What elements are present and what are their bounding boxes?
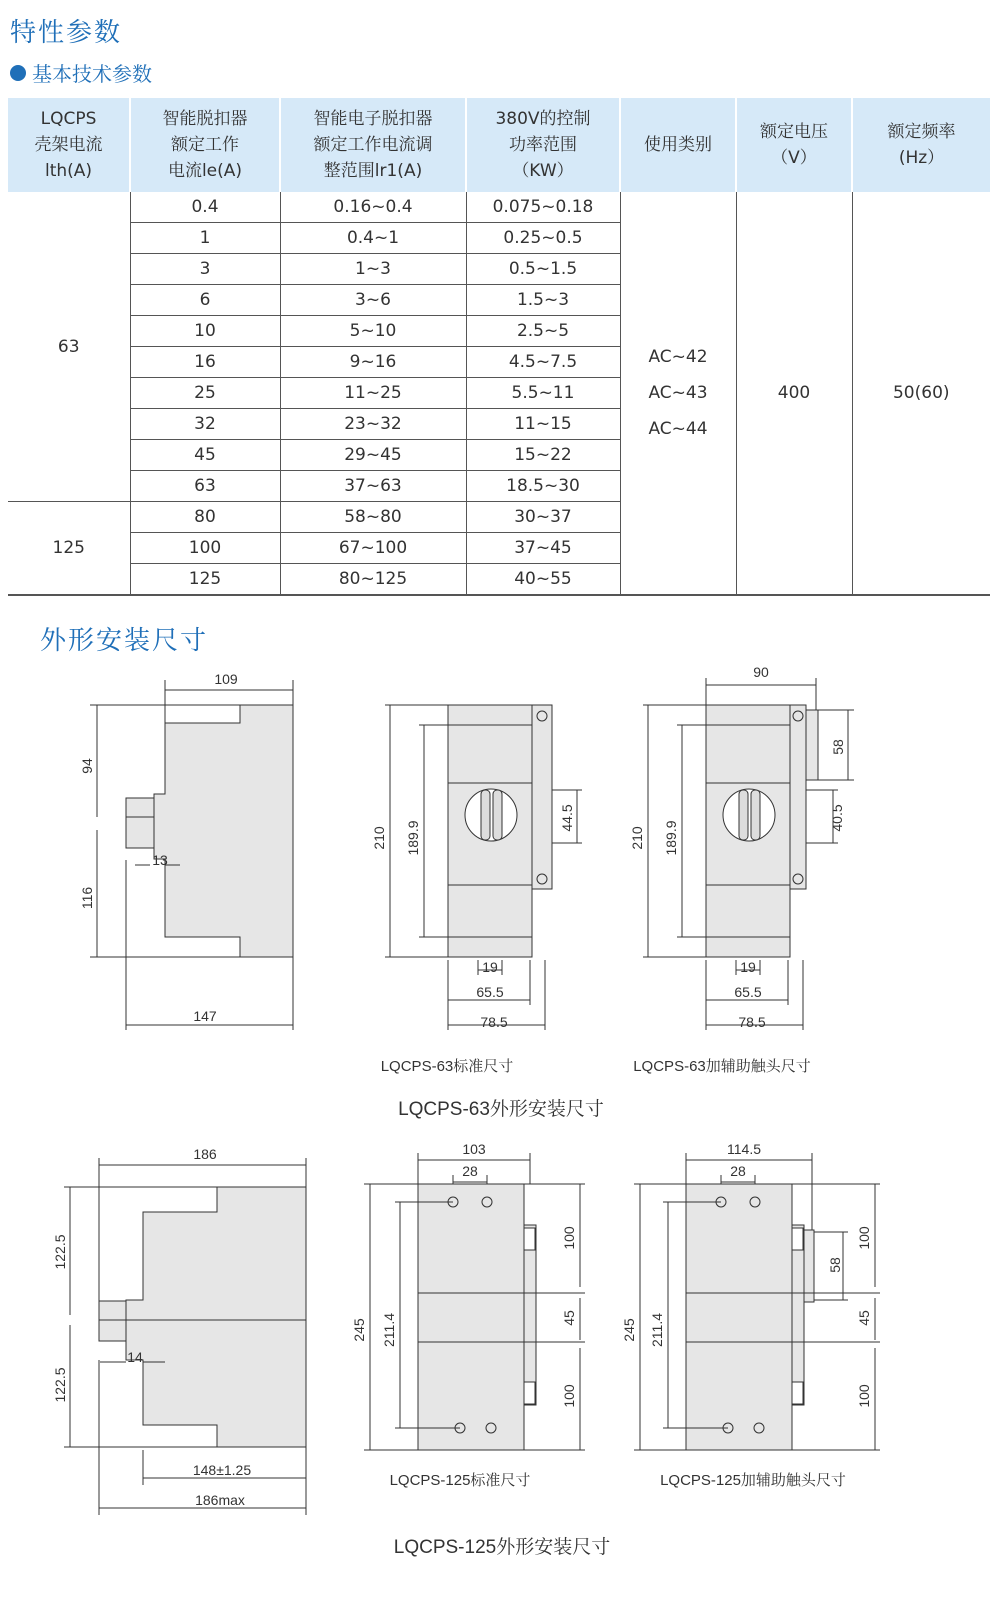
section-title: 特性参数 — [10, 18, 123, 48]
table-row: 3 1~3 0.5~1.5 — [8, 254, 990, 285]
spec-table — [8, 98, 990, 596]
table-row: 16 9~16 4.5~7.5 — [8, 347, 990, 378]
caption: LQCPS-125标准尺寸 — [389, 1472, 531, 1489]
dim-label: 13 — [152, 852, 168, 868]
dim-label: 100 — [856, 1384, 872, 1408]
bullet-dot-icon — [10, 65, 26, 81]
dim-label: 44.5 — [559, 804, 575, 832]
table-row: 25 11~25 5.5~11 — [8, 378, 990, 409]
s125-aux-view — [634, 1153, 880, 1450]
table-row: 45 29~45 15~22 — [8, 440, 990, 471]
dim-label: 186max — [195, 1492, 245, 1508]
s125-std-view — [364, 1153, 585, 1450]
table-row: 6 3~6 1.5~3 — [8, 285, 990, 316]
dim-label: 100 — [561, 1226, 577, 1250]
caption: LQCPS-63加辅助触头尺寸 — [633, 1058, 811, 1075]
table-row — [8, 192, 990, 223]
header-frequency: 额定频率 (Hz） — [852, 98, 990, 192]
table-row: 1 0.4~1 0.25~0.5 — [8, 223, 990, 254]
subsection-title — [10, 58, 152, 87]
table-row: 32 23~32 11~15 — [8, 409, 990, 440]
frame-125-cell: 125 — [8, 502, 130, 596]
header-rated-current: 智能脱扣器 额定工作 电流le(A) — [130, 98, 280, 192]
s63-title: LQCPS-63外形安装尺寸 — [398, 1099, 604, 1120]
s125-side-view — [64, 1158, 306, 1515]
dim-label: 58 — [827, 1257, 843, 1273]
cell-kw: 0.075~0.18 — [466, 192, 620, 223]
s125-title: LQCPS-125外形安装尺寸 — [393, 1537, 611, 1558]
s63-side-view — [90, 680, 293, 1030]
dim-label: 147 — [193, 1008, 217, 1024]
header-category: 使用类别 — [620, 98, 736, 192]
dim-label: 40.5 — [829, 804, 845, 832]
category-cell: AC~42 AC~43 AC~44 — [620, 192, 736, 595]
dim-label: 100 — [856, 1226, 872, 1250]
dim-label: 245 — [621, 1318, 637, 1342]
s63-std-view — [385, 705, 582, 1030]
voltage-cell: 400 — [736, 192, 852, 595]
dim-label: 186 — [193, 1146, 217, 1162]
dim-label: 122.5 — [52, 1234, 68, 1270]
dim-label: 189.9 — [663, 820, 679, 856]
dim-label: 65.5 — [476, 984, 504, 1000]
dim-label: 103 — [462, 1141, 486, 1157]
dim-label: 148±1.25 — [192, 1462, 252, 1478]
dim-label: 211.4 — [649, 1313, 665, 1347]
dim-label: 45 — [561, 1310, 577, 1326]
dim-label: 116 — [79, 886, 95, 910]
dim-label: 14 — [127, 1349, 143, 1365]
dim-label: 211.4 — [381, 1313, 397, 1347]
dim-label: 189.9 — [405, 820, 421, 856]
table-row: 100 67~100 37~45 — [8, 533, 990, 564]
header-voltage: 额定电压 （V） — [736, 98, 852, 192]
dim-label: 19 — [482, 959, 498, 975]
dimension-drawings — [0, 660, 1000, 1610]
table-row: 125 80 58~80 30~37 — [8, 502, 990, 533]
caption: LQCPS-125加辅助触头尺寸 — [660, 1472, 846, 1489]
dim-label: 78.5 — [738, 1014, 766, 1030]
dim-label: 58 — [830, 739, 846, 755]
header-power-range: 380V的控制 功率范围 （KW） — [466, 98, 620, 192]
dim-label: 28 — [462, 1163, 478, 1179]
cell-ie: 0.4 — [130, 192, 280, 223]
table-row: 10 5~10 2.5~5 — [8, 316, 990, 347]
dim-label: 245 — [351, 1318, 367, 1342]
dimensions-title: 外形安装尺寸 — [40, 626, 209, 656]
dim-label: 122.5 — [52, 1367, 68, 1403]
frame-63-cell: 63 — [8, 192, 130, 502]
dim-label: 109 — [214, 671, 238, 687]
dim-label: 78.5 — [480, 1014, 508, 1030]
dim-label: 210 — [371, 826, 387, 850]
dim-label: 90 — [753, 664, 769, 680]
header-frame-current: LQCPS 壳架电流 lth(A) — [8, 98, 130, 192]
dim-label: 114.5 — [727, 1141, 761, 1157]
table-header-row — [8, 98, 990, 192]
dim-label: 45 — [856, 1310, 872, 1326]
cell-ir: 0.16~0.4 — [280, 192, 466, 223]
dim-label: 28 — [730, 1163, 746, 1179]
dim-label: 94 — [79, 758, 95, 774]
frequency-cell: 50(60) — [852, 192, 990, 595]
dim-label: 100 — [561, 1384, 577, 1408]
table-row: 63 37~63 18.5~30 — [8, 471, 990, 502]
dim-label: 19 — [740, 959, 756, 975]
header-adjust-range: 智能电子脱扣器 额定工作电流调 整范围lr1(A) — [280, 98, 466, 192]
caption: LQCPS-63标准尺寸 — [380, 1058, 514, 1075]
dim-label: 210 — [629, 826, 645, 850]
table-row: 125 80~125 40~55 — [8, 564, 990, 596]
dim-label: 65.5 — [734, 984, 762, 1000]
subsection-label: 基本技术参数 — [32, 62, 152, 86]
